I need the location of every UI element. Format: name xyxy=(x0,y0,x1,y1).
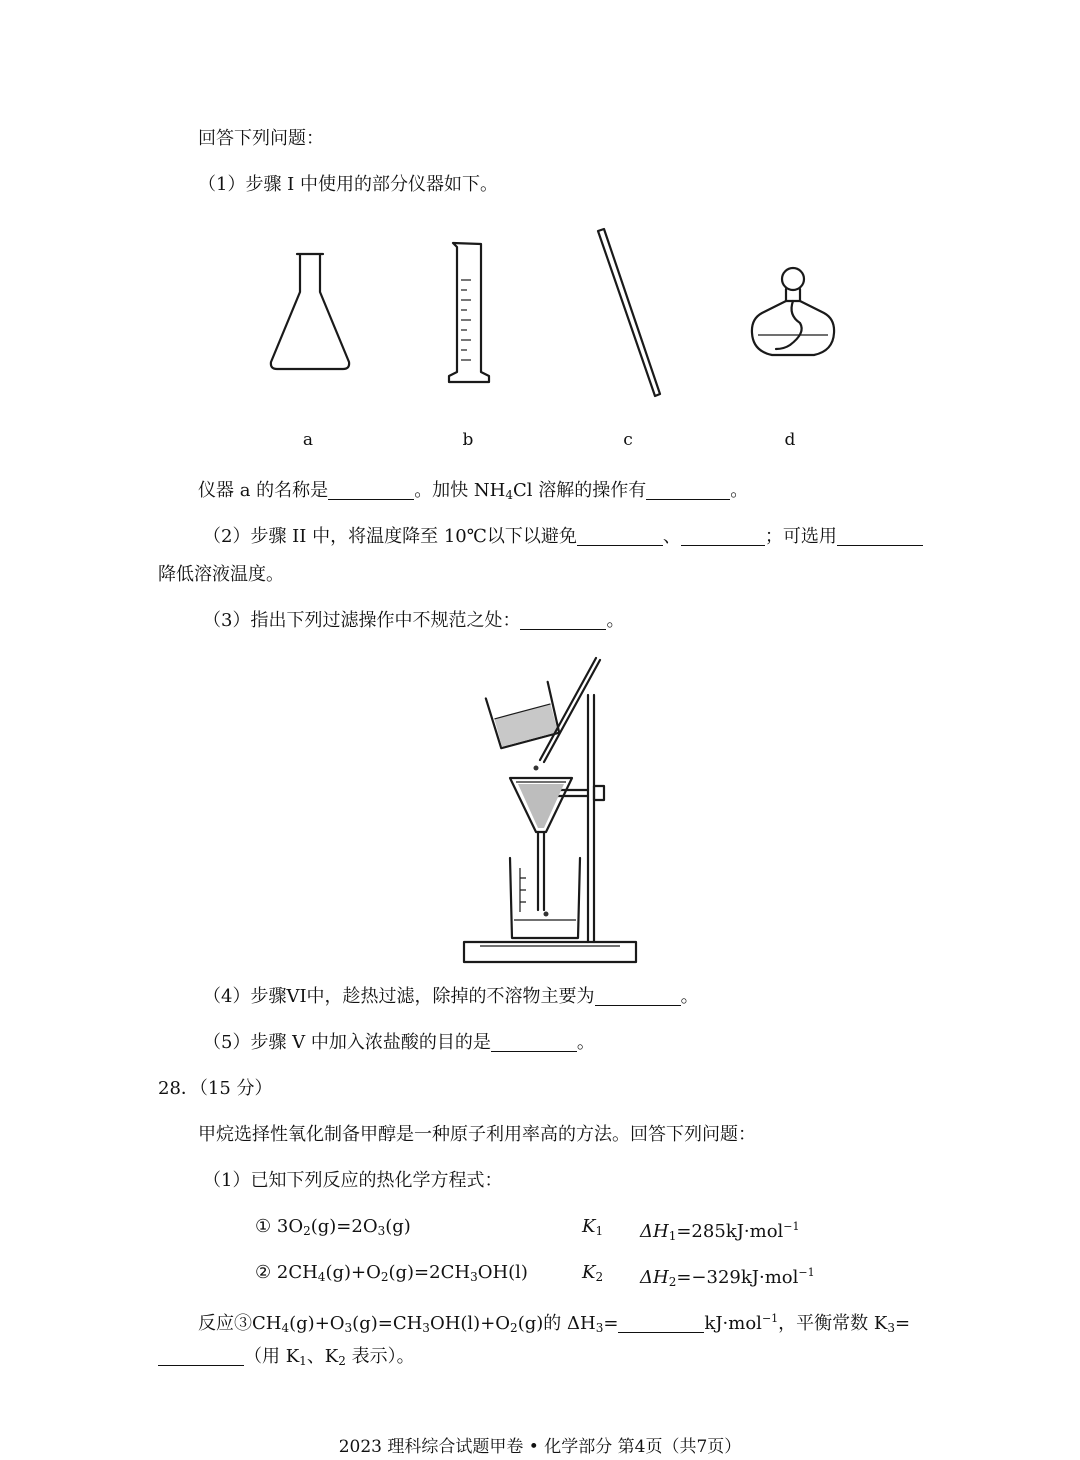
reaction-3-line: 反应$③CH_4(g)+O_3(g)=CH_3OH(l)+O_2(g)$的 $\Delta H_3= kJ\cdot mol^{-1}$，平衡常数 $K_3=$ xyxy=(198,1312,911,1335)
equation-2-k: $K_2$ xyxy=(582,1262,604,1284)
answer-blank[interactable] xyxy=(646,479,730,500)
answer-blank[interactable] xyxy=(837,525,923,546)
answer-blank[interactable] xyxy=(681,525,765,546)
question-1-answer-line: 仪器 a 的名称是 。加快 $NH_4Cl$ 溶解的操作有 。 xyxy=(198,480,749,502)
intro-text: 回答下列问题： xyxy=(198,128,324,149)
question-3-line: （3）指出下列过滤操作中不规范之处： 。 xyxy=(203,610,625,631)
equation-1: ① $3O_2(g)=2O_3(g)$ xyxy=(255,1216,411,1238)
answer-blank[interactable] xyxy=(577,525,663,546)
glass-rod-icon xyxy=(595,228,665,403)
reaction-3-continuation: （用 $K_1$、$K_2$ 表示）。 xyxy=(158,1344,415,1374)
page-footer: 2023 理科综合试题甲卷 • 化学部分 第4页（共7页） xyxy=(338,1437,742,1457)
label-a: a xyxy=(302,430,314,450)
answer-blank[interactable] xyxy=(158,1345,244,1366)
answer-blank[interactable] xyxy=(618,1312,704,1333)
thermometer-bottle-icon xyxy=(748,265,838,360)
question-2-continuation: 降低溶液温度。 xyxy=(158,564,284,585)
question-4-line: （4）步骤VI中，趁热过滤，除掉的不溶物主要为 。 xyxy=(203,986,699,1007)
graduated-cylinder-icon xyxy=(445,240,495,385)
answer-blank[interactable] xyxy=(328,479,414,500)
label-d: d xyxy=(784,430,796,450)
answer-blank[interactable] xyxy=(520,609,606,630)
question-28-sub1: （1）已知下列反应的热化学方程式： xyxy=(203,1170,503,1191)
equation-1-enthalpy: $\Delta H_1=285kJ\cdot mol^{-1}$ xyxy=(640,1220,800,1243)
filtration-apparatus-diagram xyxy=(460,650,640,970)
answer-blank[interactable] xyxy=(595,985,681,1006)
label-b: b xyxy=(462,430,474,450)
question-5-line: （5）步骤 V 中加入浓盐酸的目的是 。 xyxy=(203,1032,595,1053)
question-2-line: （2）步骤 II 中，将温度降至 10℃以下以避免 、 ；可选用 xyxy=(203,524,923,550)
label-c: c xyxy=(623,430,633,450)
equation-1-k: $K_1$ xyxy=(582,1216,604,1238)
question-28-heading: 28．（15 分） xyxy=(158,1078,273,1099)
equation-2-enthalpy: $\Delta H_2=-329kJ\cdot mol^{-1}$ xyxy=(640,1266,815,1289)
conical-flask-icon xyxy=(265,250,355,375)
equation-2: ② $2CH_4(g)+O_2(g)=2CH_3OH(l)$ xyxy=(255,1262,528,1284)
question-28-intro: 甲烷选择性氧化制备甲醇是一种原子利用率高的方法。回答下列问题： xyxy=(198,1124,756,1145)
answer-blank[interactable] xyxy=(491,1031,577,1052)
question-1-text: （1）步骤 I 中使用的部分仪器如下。 xyxy=(198,174,499,195)
